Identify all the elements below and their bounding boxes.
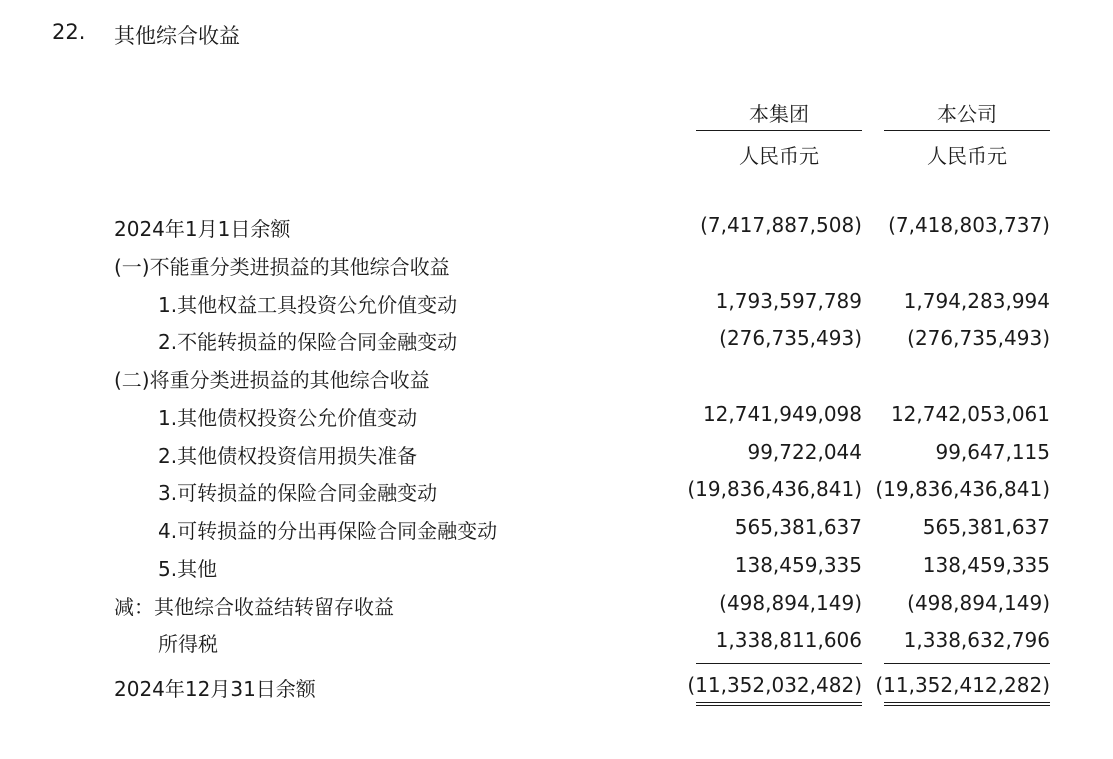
- section-number: 22.: [52, 20, 86, 44]
- column-unit-group: 人民币元: [739, 144, 819, 168]
- value-company-debt-fv-change: 12,742,053,061: [890, 402, 1050, 426]
- row-label-debt-fv-change: 1.其他债权投资公允价值变动: [158, 406, 418, 430]
- row-label-other: 5.其他: [158, 557, 218, 581]
- row-label-income-tax: 所得税: [158, 632, 218, 656]
- value-group-other: 138,459,335: [734, 553, 862, 577]
- column-unit-company: 人民币元: [927, 144, 1007, 168]
- column-header-group: 本集团: [749, 102, 809, 126]
- value-company-closing-balance: (11,352,412,282): [875, 673, 1050, 697]
- value-group-transferable-insurance: (19,836,436,841): [687, 477, 862, 501]
- row-label-transfer-to-retained: 减：其他综合收益结转留存收益: [114, 595, 394, 619]
- subtotal-rule-group: [696, 663, 862, 664]
- value-company-other: 138,459,335: [922, 553, 1050, 577]
- value-group-reinsurance: 565,381,637: [734, 515, 862, 539]
- subtotal-rule-company: [884, 663, 1050, 664]
- total-double-rule-company-top: [884, 702, 1050, 703]
- row-label-debt-credit-loss: 2.其他债权投资信用损失准备: [158, 444, 418, 468]
- column-header-company: 本公司: [937, 102, 997, 126]
- value-group-non-transferable-insurance: (276,735,493): [719, 326, 862, 350]
- value-company-opening-balance: (7,418,803,737): [888, 213, 1050, 237]
- row-label-closing-balance: 2024年12月31日余额: [114, 677, 316, 701]
- value-group-debt-credit-loss: 99,722,044: [747, 440, 862, 464]
- total-double-rule-company-bottom: [884, 705, 1050, 706]
- total-double-rule-group-top: [696, 702, 862, 703]
- value-group-debt-fv-change: 12,741,949,098: [702, 402, 862, 426]
- value-group-equity-fv-change: 1,793,597,789: [715, 289, 862, 313]
- total-double-rule-group-bottom: [696, 705, 862, 706]
- value-company-income-tax: 1,338,632,796: [903, 628, 1050, 652]
- value-group-transfer-to-retained: (498,894,149): [719, 591, 862, 615]
- value-company-equity-fv-change: 1,794,283,994: [903, 289, 1050, 313]
- value-group-closing-balance: (11,352,032,482): [687, 673, 862, 697]
- value-company-debt-credit-loss: 99,647,115: [935, 440, 1050, 464]
- value-group-opening-balance: (7,417,887,508): [700, 213, 862, 237]
- section-title: 其他综合收益: [114, 24, 240, 48]
- value-company-transfer-to-retained: (498,894,149): [907, 591, 1050, 615]
- header-underline-company: [884, 130, 1050, 131]
- row-label-opening-balance: 2024年1月1日余额: [114, 217, 291, 241]
- row-label-non-transferable-insurance: 2.不能转损益的保险合同金融变动: [158, 330, 458, 354]
- row-label-equity-fv-change: 1.其他权益工具投资公允价值变动: [158, 293, 458, 317]
- row-label-non-reclassifiable: (一)不能重分类进损益的其他综合收益: [114, 255, 450, 279]
- row-label-transferable-insurance: 3.可转损益的保险合同金融变动: [158, 481, 438, 505]
- row-label-reinsurance: 4.可转损益的分出再保险合同金融变动: [158, 519, 498, 543]
- row-label-reclassifiable: (二)将重分类进损益的其他综合收益: [114, 368, 430, 392]
- header-underline-group: [696, 130, 862, 131]
- value-company-transferable-insurance: (19,836,436,841): [875, 477, 1050, 501]
- value-company-reinsurance: 565,381,637: [922, 515, 1050, 539]
- value-company-non-transferable-insurance: (276,735,493): [907, 326, 1050, 350]
- value-group-income-tax: 1,338,811,606: [715, 628, 862, 652]
